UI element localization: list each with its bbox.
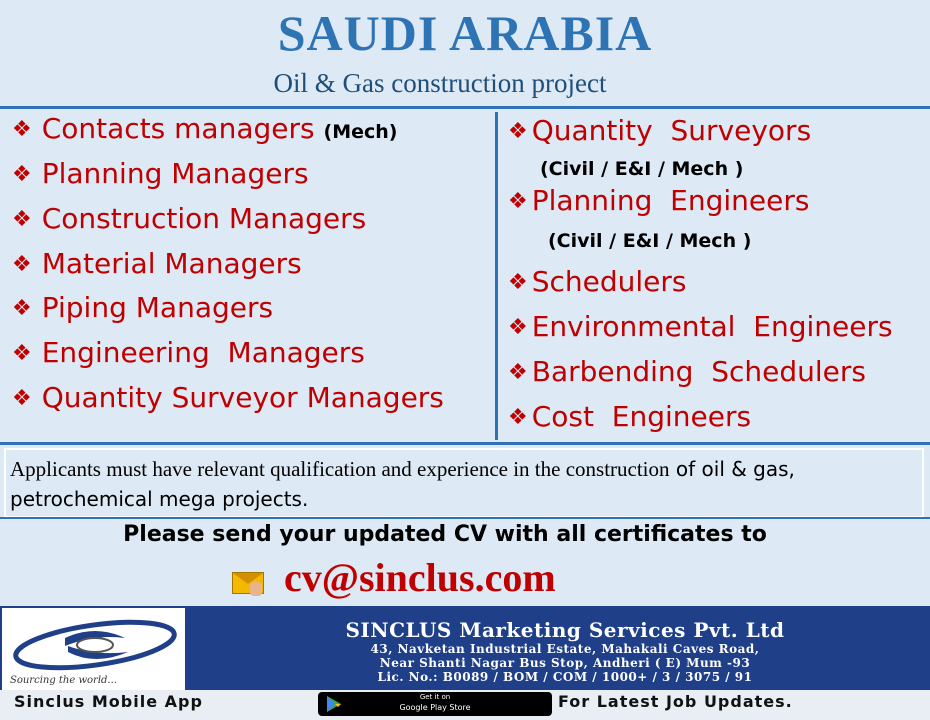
role-label: Quantity Surveyors	[531, 114, 812, 147]
company-tagline: Sourcing the world...	[10, 675, 117, 686]
bullet-icon: ❖	[12, 341, 32, 366]
bullet-icon: ❖	[12, 207, 32, 232]
google-play-badge[interactable]	[318, 692, 552, 716]
role-label: Piping Managers	[41, 291, 274, 324]
poster-title: SAUDI ARABIA	[277, 5, 653, 61]
role-label: Quantity Surveyor Managers	[41, 381, 444, 414]
company-license: Lic. No.: B0089 / BOM / COM / 1000+ / 3 / 3075 / 91	[377, 670, 753, 684]
latest-updates-text: For Latest Job Updates.	[558, 692, 793, 711]
role-item	[508, 310, 893, 343]
role-item	[12, 112, 397, 145]
pointer-hand-icon	[250, 582, 262, 596]
role-item	[508, 184, 809, 217]
applicants-text	[10, 454, 920, 514]
role-label: Contacts managers	[41, 112, 315, 145]
bullet-icon: ❖	[12, 117, 32, 142]
role-note: (Civil / E&I / Mech )	[540, 158, 744, 180]
role-label: Engineering Managers	[41, 336, 365, 369]
poster-subtitle: Oil & Gas construction project	[273, 68, 607, 98]
role-item	[12, 157, 309, 190]
role-item	[12, 381, 444, 414]
applicants-part-2: of oil & gas, petrochemical mega projects.	[10, 457, 795, 511]
company-address-2: Near Shanti Nagar Bus Stop, Andheri ( E) Mum -93	[379, 656, 751, 670]
mobile-app-label: Sinclus Mobile App	[14, 692, 203, 711]
bullet-icon: ❖	[508, 270, 528, 295]
column-divider	[495, 112, 498, 440]
role-label: Planning Engineers	[531, 184, 810, 217]
applicants-part-1: Applicants must have relevant qualification and experience in the construction	[10, 457, 670, 481]
role-label: Planning Managers	[41, 157, 309, 190]
bullet-icon: ❖	[508, 360, 528, 385]
email-link[interactable]: cv@sinclus.com	[284, 555, 556, 600]
role-item	[12, 336, 365, 369]
role-item	[12, 247, 302, 280]
role-note: (Civil / E&I / Mech )	[548, 230, 752, 252]
bullet-icon: ❖	[508, 119, 528, 144]
company-name: SINCLUS Marketing Services Pvt. Ltd	[345, 618, 785, 642]
store-name: Google Play Store	[399, 703, 471, 712]
role-item	[508, 114, 811, 147]
cta-text: Please send your updated CV with all certificates to	[123, 522, 767, 547]
bullet-icon: ❖	[508, 405, 528, 430]
bullet-icon: ❖	[12, 386, 32, 411]
store-small-text: Get it on	[419, 693, 451, 701]
role-label: Barbending Schedulers	[531, 355, 866, 388]
bullet-icon: ❖	[12, 162, 32, 187]
role-item	[508, 355, 866, 388]
bullet-icon: ❖	[12, 252, 32, 277]
role-item	[12, 291, 273, 324]
cta-divider	[0, 517, 930, 519]
company-address-1: 43, Navketan Industrial Estate, Mahakali Caves Road,	[370, 642, 760, 656]
bullet-icon: ❖	[12, 296, 32, 321]
role-label: Construction Managers	[41, 202, 367, 235]
bullet-icon: ❖	[508, 189, 528, 214]
role-item	[508, 400, 751, 433]
role-item	[508, 265, 687, 298]
sinclus-logo-icon	[10, 616, 180, 674]
top-divider	[0, 106, 930, 109]
role-item	[12, 202, 366, 235]
role-note: (Mech)	[323, 121, 398, 143]
bullet-icon: ❖	[508, 315, 528, 340]
list-bottom-divider	[0, 442, 930, 445]
role-label: Cost Engineers	[531, 400, 752, 433]
role-label: Schedulers	[531, 265, 687, 298]
role-label: Environmental Engineers	[531, 310, 893, 343]
role-label: Material Managers	[41, 247, 302, 280]
